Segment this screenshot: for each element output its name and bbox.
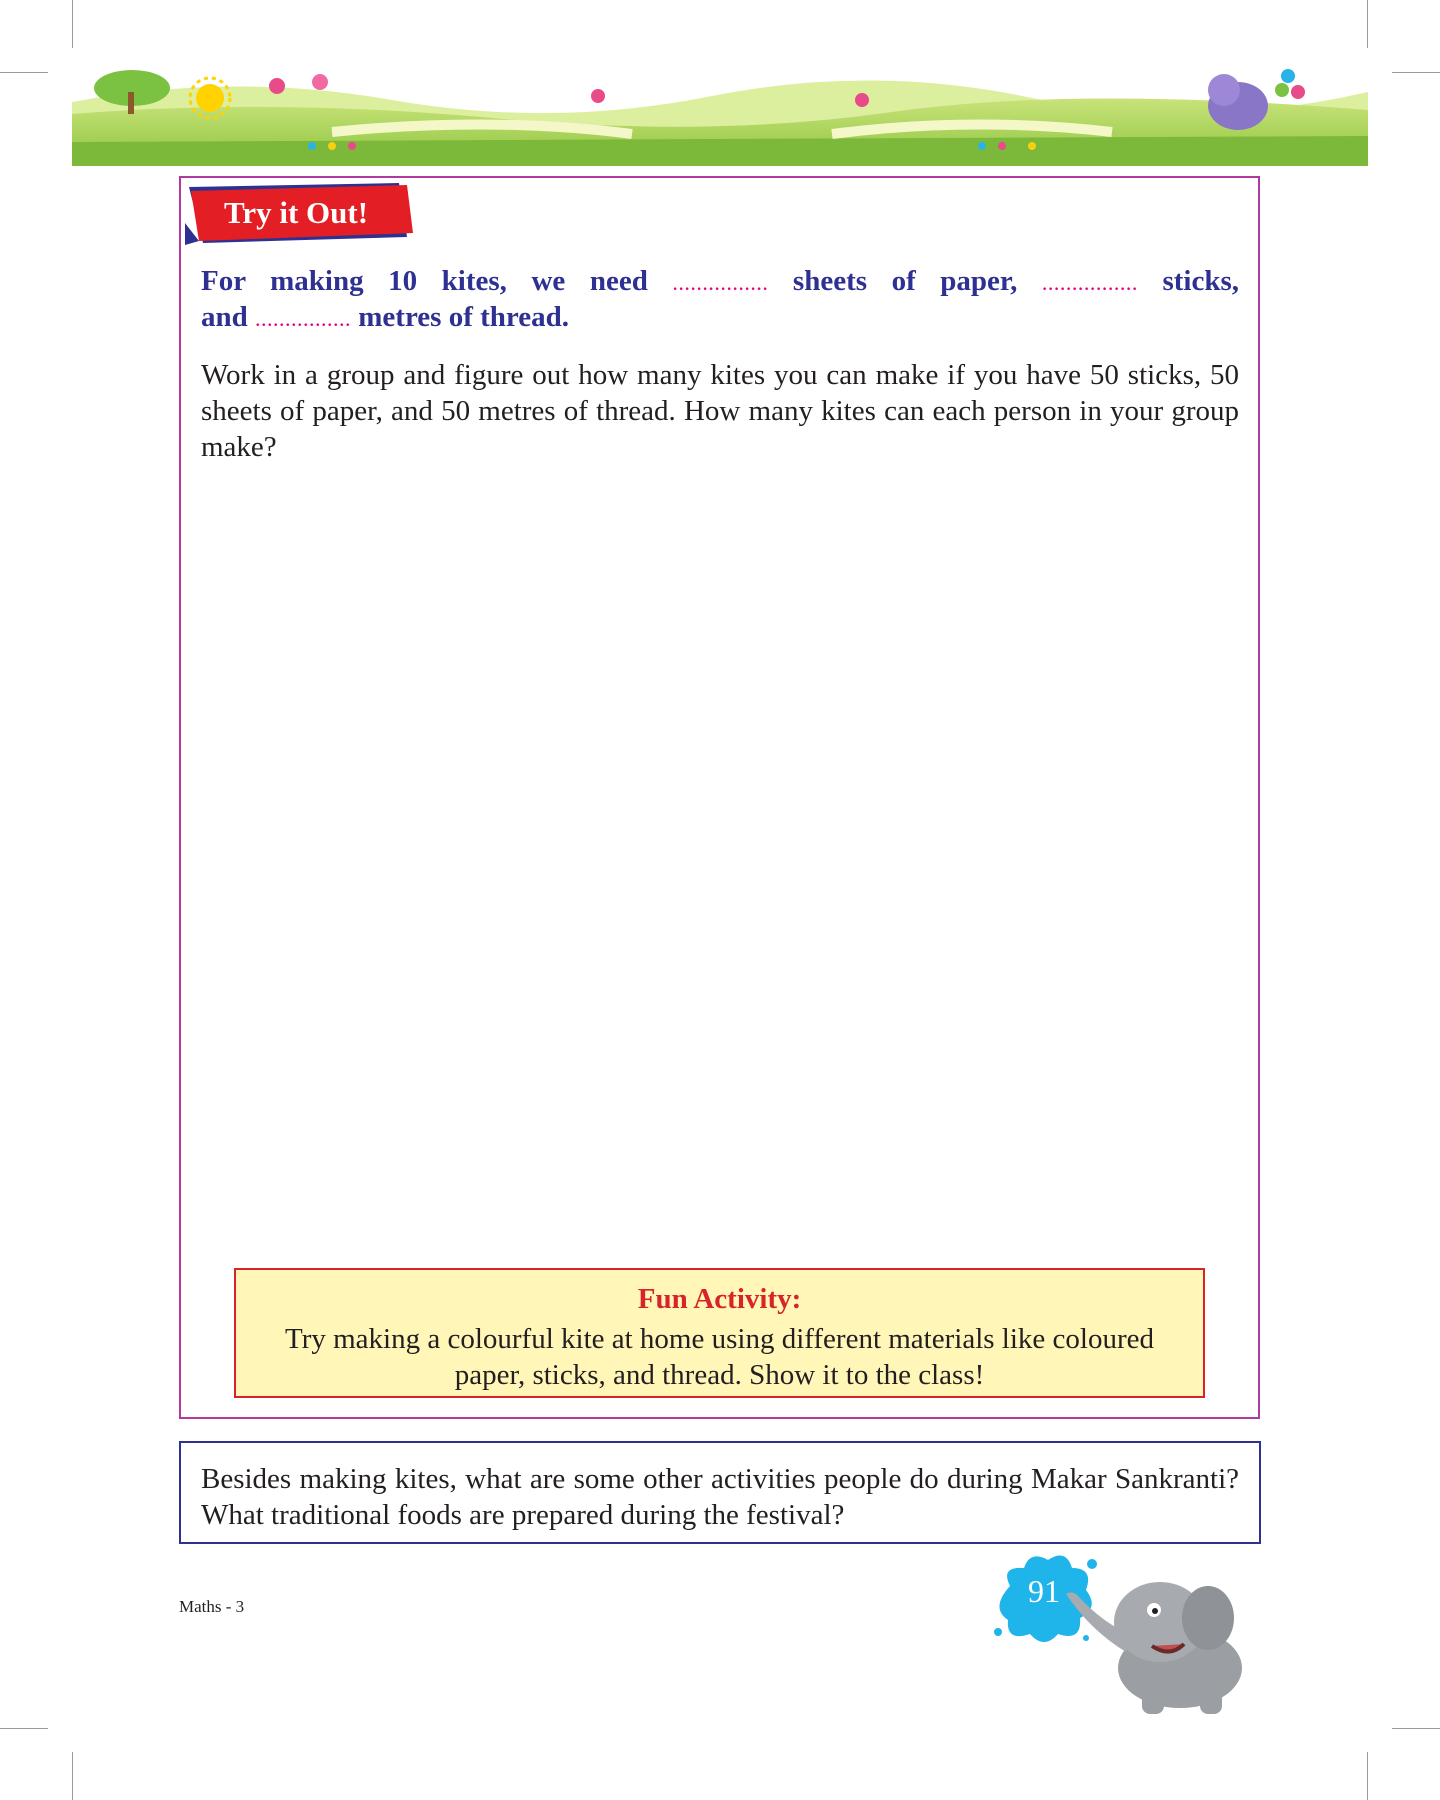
fill-in-line-2	[201, 299, 1239, 337]
fill-text-segment: For making 10 kites, we need	[201, 265, 648, 297]
group-work-instructions: Work in a group and figure out how many kites you can make if you have 50 sticks, 50 sheets of paper, and 50 metres of thread. How many kites can each person in your group make?	[201, 359, 1239, 463]
answer-blank: ................	[1041, 270, 1138, 295]
crop-mark	[1392, 72, 1440, 73]
crop-mark	[0, 1728, 48, 1729]
crop-mark	[1367, 0, 1368, 48]
page-number: 91	[1028, 1573, 1060, 1609]
try-it-out-title: Try it Out!	[223, 195, 369, 230]
fun-activity-body: Try making a colourful kite at home using different materials like coloured paper, sticks, and thread. Show it to the class!	[285, 1323, 1154, 1391]
crop-mark	[1392, 1728, 1440, 1729]
crop-mark	[0, 72, 48, 73]
fun-activity-box	[234, 1268, 1205, 1398]
fill-text-segment: sticks,	[1162, 265, 1239, 297]
crop-mark	[1367, 1752, 1368, 1800]
crop-mark	[72, 1752, 73, 1800]
fill-text-segment: sheets of paper,	[792, 265, 1018, 297]
fill-text-segment: and	[201, 301, 248, 333]
fill-in-line-1	[201, 263, 1239, 301]
book-label: Maths - 3	[179, 1597, 245, 1616]
meadow-banner-icon	[72, 62, 1368, 166]
answer-blank: ................	[672, 270, 769, 295]
fun-activity-title: Fun Activity:	[637, 1283, 802, 1315]
discussion-question-text: Besides making kites, what are some other activities people do during Makar Sankranti? What traditional foods are prepared during the festival?	[201, 1463, 1239, 1531]
fill-text-segment: metres of thread.	[358, 301, 569, 333]
elephant-mascot-icon	[1060, 1560, 1270, 1720]
answer-blank: ................	[255, 306, 352, 331]
crop-mark	[72, 0, 73, 48]
